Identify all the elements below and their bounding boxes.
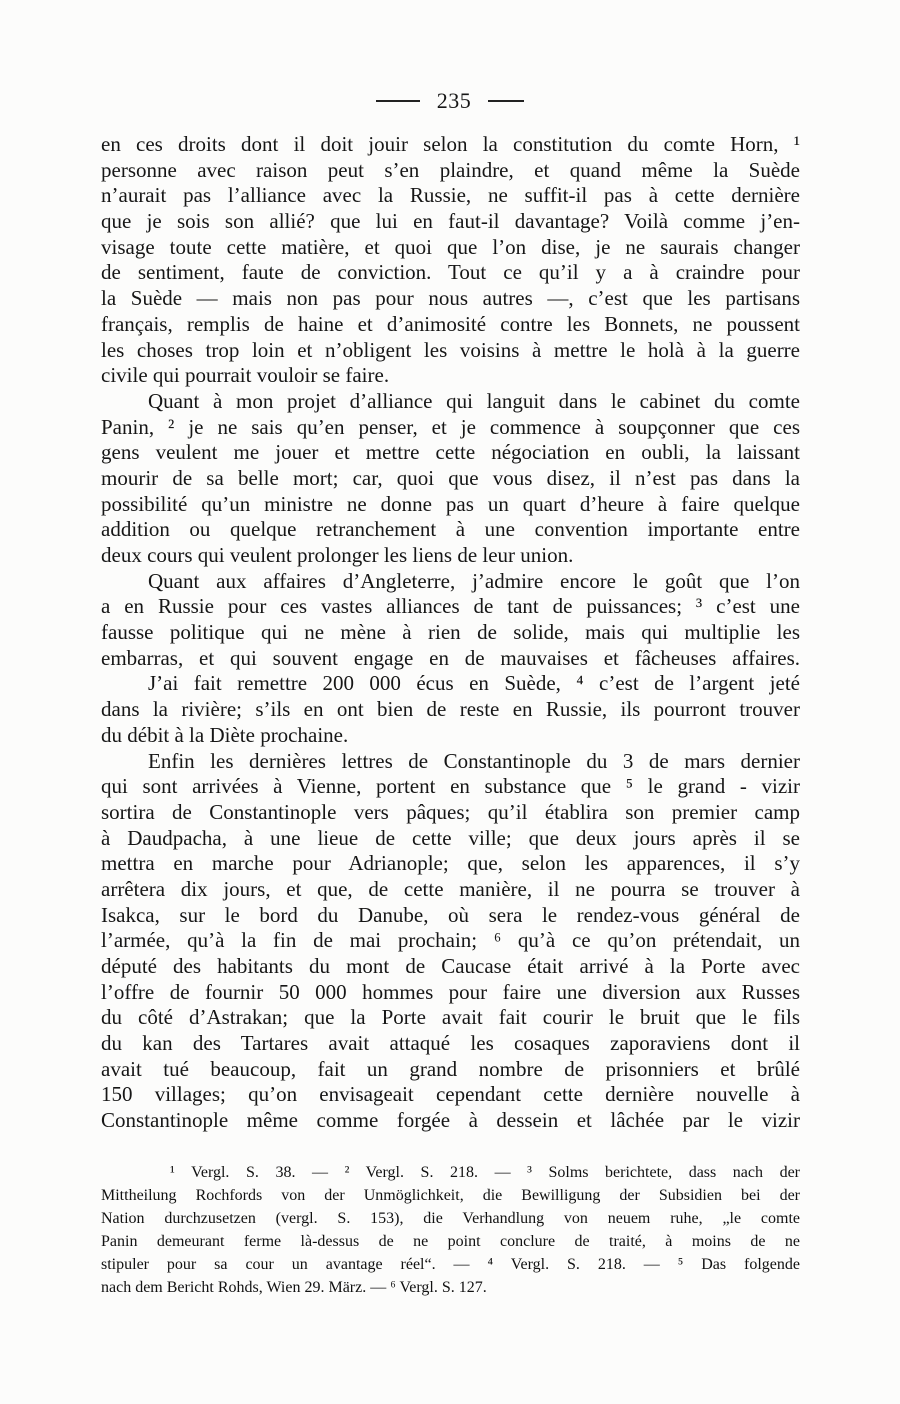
text-line: mourir de sa belle mort; car, quoi que vous disez, il n’est pas dans la	[101, 465, 800, 490]
text-line: addition ou quelque retranchement à une convention importante entre	[101, 517, 800, 542]
text-line: député des habitants du mont de Caucase était arrivé à la Porte avec	[101, 954, 800, 978]
text-line: embarras, et qui souvent engage en de mauvaises et fâcheuses affaires.	[101, 645, 800, 670]
text-line: Enfin les dernières lettres de Constantinople du 3 de mars dernier	[148, 748, 800, 773]
text-line: que je sois son allié? que lui en faut-il davantage? Voilà comme j’en-	[101, 209, 800, 234]
paragraph	[101, 671, 800, 748]
footnote-line: nach dem Bericht Rohds, Wien 29. März. — ⁶ Vergl. S. 127.	[101, 1279, 487, 1296]
text-line: a en Russie pour ces vastes alliances de tant de puissances; ³ c’est une	[101, 594, 800, 619]
text-line: sortira de Constantinople vers pâques; qu’il établira son premier camp	[101, 799, 800, 824]
text-line: 150 villages; qu’on envisageait cependant cette dernière nouvelle à	[101, 1082, 800, 1107]
paragraph	[101, 389, 800, 569]
body-text	[101, 132, 800, 1134]
text-line: Panin, ² je ne sais qu’en penser, et je commence à soupçonner que ces	[101, 414, 800, 439]
footnote-line: ¹ Vergl. S. 38. — ² Vergl. S. 218. — ³ Solms berichtete, dass nach der	[170, 1164, 800, 1181]
text-line: civile qui pourrait vouloir se faire.	[101, 363, 390, 388]
paragraph	[101, 132, 800, 389]
text-line: à Daudpacha, à une lieue de cette ville; que deux jours après il se	[101, 825, 800, 850]
footnote-line: stipuler pour sa cour un avantage réel“. — ⁴ Vergl. S. 218. — ⁵ Das folgende	[101, 1256, 800, 1273]
header-rule-right	[488, 100, 524, 101]
text-line: arrêtera dix jours, et que, de cette manière, il ne pourra se trouver à	[101, 876, 800, 901]
text-line: personne avec raison peut s’en plaindre, et quand même la Suède	[101, 157, 800, 182]
text-line: fausse politique qui ne mène à rien de solide, mais qui multiplie les	[101, 620, 800, 645]
footnote-line: Nation durchzusetzen (vergl. S. 153), die Verhandlung von neuem ruhe, „le comte	[101, 1210, 800, 1227]
text-line: deux cours qui veulent prolonger les liens de leur union.	[101, 543, 574, 567]
text-line: Isakca, sur le bord du Danube, où sera le rendez-vous général de	[101, 902, 800, 927]
text-line: Constantinople même comme forgée à dessein et lâchée par le vizir	[101, 1108, 800, 1133]
text-line: mettra en marche pour Adrianople; que, selon les apparences, il s’y	[101, 851, 800, 876]
text-line: n’aurait pas l’alliance avec la Russie, ne suffit-il pas à cette dernière	[101, 183, 800, 208]
text-line: qui sont arrivées à Vienne, portent en substance que ⁵ le grand - vizir	[101, 774, 800, 799]
text-line: possibilité qu’un ministre ne donne pas un quart d’heure à faire quelque	[101, 491, 800, 516]
text-line: en ces droits dont il doit jouir selon la constitution du comte Horn, ¹	[101, 132, 800, 156]
text-line: de sentiment, faute de conviction. Tout ce qu’il y a à craindre pour	[101, 260, 800, 285]
text-line: avait tué beaucoup, fait un grand nombre de prisonniers et brûlé	[101, 1056, 800, 1081]
paragraph	[101, 749, 800, 1134]
text-line: l’armée, qu’à la fin de mai prochain; ⁶ qu’à ce qu’on prétendait, un	[101, 928, 800, 953]
text-line: du débit à la Diète prochaine.	[101, 722, 349, 747]
text-line: du côté d’Astrakan; que la Porte avait fait courir le bruit que le fils	[101, 1005, 800, 1030]
text-line: français, remplis de haine et d’animosité contre les Bonnets, ne poussent	[101, 311, 800, 336]
text-line: les choses trop loin et n’obligent les voisins à mettre le holà à la guerre	[101, 337, 800, 362]
text-line: du kan des Tartares avait attaqué les cosaques zaporaviens dont il	[101, 1031, 800, 1056]
text-line: Quant aux affaires d’Angleterre, j’admire encore le goût que l’on	[148, 568, 800, 593]
page-number: 235	[436, 88, 472, 113]
paragraph	[101, 569, 800, 672]
footnote-line: Mittheilung Rochfords von der Unmöglichkeit, die Bewilligung der Subsidien bei der	[101, 1187, 800, 1204]
footnotes	[101, 1161, 800, 1299]
footnote-line: Panin demeurant ferme là-dessus de ne point conclure de traité, à moins de ne	[101, 1233, 800, 1250]
text-line: gens veulent me jouer et mettre cette négociation en oubli, la laissant	[101, 440, 800, 465]
page-header	[0, 88, 900, 114]
text-line: J’ai fait remettre 200 000 écus en Suède, ⁴ c’est de l’argent jeté	[148, 671, 800, 696]
text-line: Quant à mon projet d’alliance qui languit dans le cabinet du comte	[148, 388, 800, 413]
text-line: la Suède — mais non pas pour nous autres —, c’est que les partisans	[101, 286, 800, 311]
text-line: dans la rivière; s’ils en ont bien de reste en Russie, ils pourront trouver	[101, 697, 800, 722]
header-rule-left	[376, 100, 420, 101]
text-line: l’offre de fournir 50 000 hommes pour faire une diversion aux Russes	[101, 979, 800, 1004]
text-line: visage toute cette matière, et quoi que l’on dise, je ne saurais changer	[101, 234, 800, 259]
